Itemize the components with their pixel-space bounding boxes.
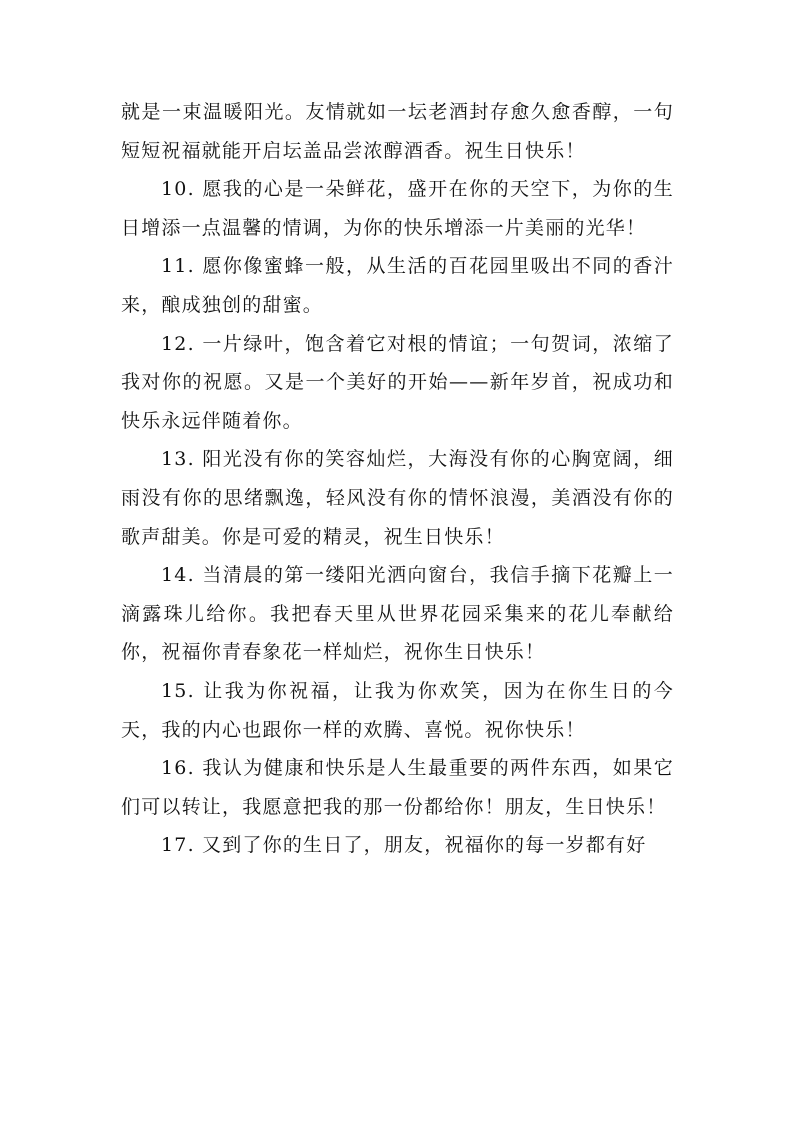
paragraph-17: 17. 又到了你的生日了，朋友，祝福你的每一岁都有好 (161, 834, 647, 857)
paragraph-16: 16. 我认为健康和快乐是人生最重要的两件东西，如果它们可以转让，我愿意把我的那一份都给你！朋友，生日快乐！ (121, 757, 674, 818)
paragraph-14: 14. 当清晨的第一缕阳光洒向窗台，我信手摘下花瓣上一滴露珠儿给你。我把春天里从世界花园采集来的花儿奉献给你，祝福你青春象花一样灿烂，祝你生日快乐！ (121, 564, 674, 664)
paragraph-15: 15. 让我为你祝福，让我为你欢笑，因为在你生日的今天，我的内心也跟你一样的欢腾、喜悦。祝你快乐！ (121, 679, 674, 741)
paragraph-13: 13. 阳光没有你的笑容灿烂，大海没有你的心胸宽阔，细雨没有你的思绪飘逸，轻风没有你的情怀浪漫，美酒没有你的歌声甜美。你是可爱的精灵，祝生日快乐！ (121, 448, 674, 548)
paragraph-10: 10. 愿我的心是一朵鲜花，盛开在你的天空下，为你的生日增添一点温馨的情调，为你的快乐增添一片美丽的光华！ (121, 178, 674, 239)
paragraph-12: 12. 一片绿叶，饱含着它对根的情谊；一句贺词，浓缩了我对你的祝愿。又是一个美好的开始——新年岁首，祝成功和快乐永远伴随着你。 (121, 332, 674, 432)
paragraph-continuation: 就是一束温暖阳光。友情就如一坛老酒封存愈久愈香醇，一句短短祝福就能开启坛盖品尝浓醇酒香。祝生日快乐！ (121, 101, 674, 162)
paragraph-11: 11. 愿你像蜜蜂一般，从生活的百花园里吸出不同的香汁来，酿成独创的甜蜜。 (121, 255, 674, 316)
document-body (121, 93, 674, 865)
